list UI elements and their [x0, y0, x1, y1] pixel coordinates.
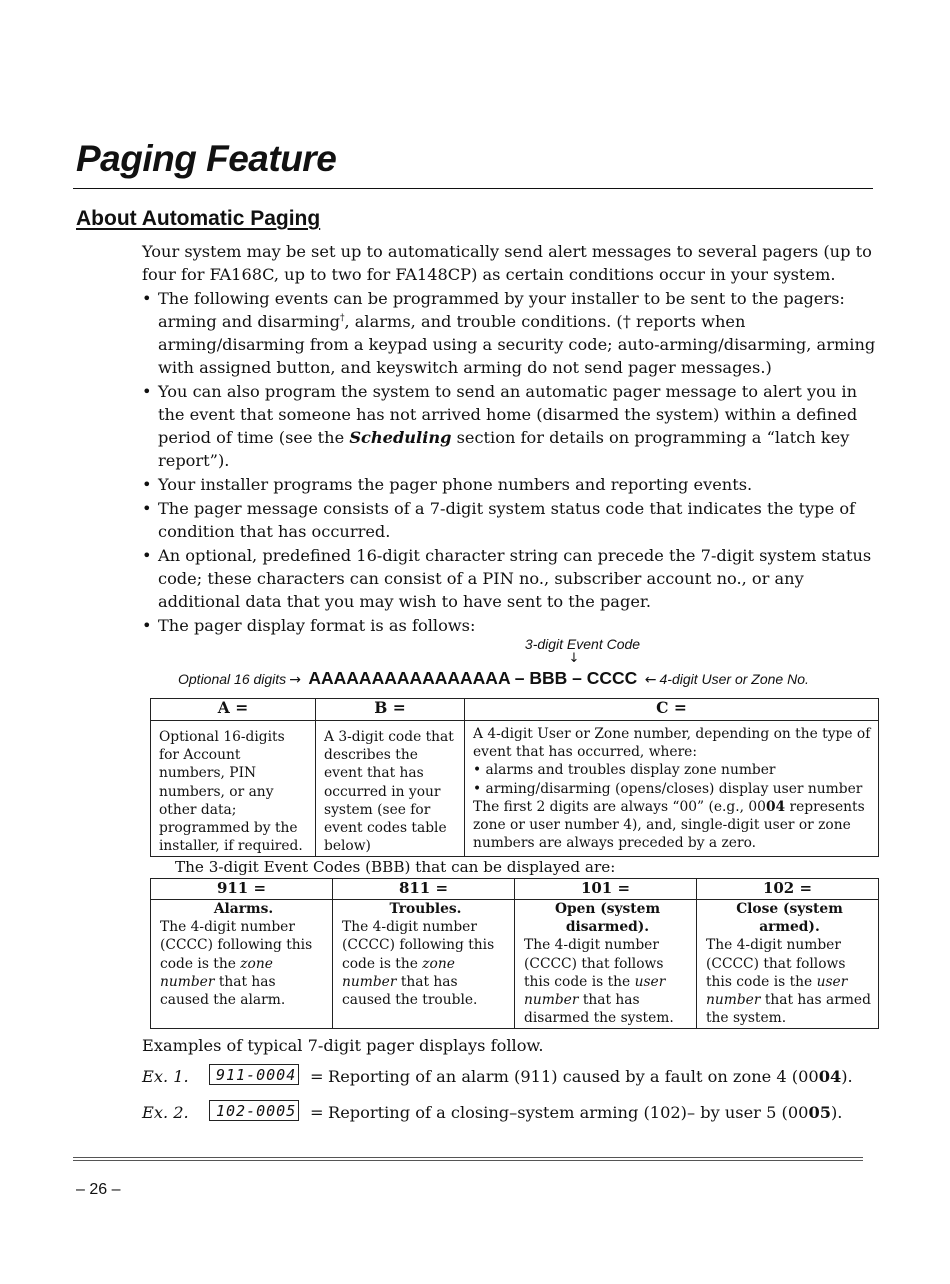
- dagger-mark: †: [339, 313, 345, 324]
- table-header: 102 =: [697, 879, 879, 900]
- body-text: [142, 240, 887, 638]
- cell-text: A 4-digit User or Zone number, depending on the type of event that has occurred, where:: [473, 726, 871, 761]
- footer-divider: [73, 1157, 863, 1161]
- example-text: ).: [841, 1067, 853, 1086]
- page-number: – 26 –: [76, 1181, 121, 1198]
- event-codes-table: [150, 878, 879, 1029]
- list-item: [142, 380, 887, 472]
- bullet-text: , alarms, and trouble conditions. († reports when arming/disarming from a keypad using a security code; auto-arming/disarming, arming with assigned button, and keyswitch arming do not send pager messages.): [158, 312, 876, 377]
- event-title: Open (system disarmed).: [554, 901, 661, 936]
- table-header: 811 =: [333, 879, 515, 900]
- section-heading: About Automatic Paging: [76, 207, 321, 230]
- event-cell-811: [333, 900, 515, 1029]
- cell-text: The first 2 digits are always “00” (e.g., 00: [473, 798, 766, 815]
- format-line: [178, 668, 809, 689]
- format-code: AAAAAAAAAAAAAAAA – BBB – CCCC: [308, 668, 638, 688]
- table-header: C =: [465, 699, 879, 721]
- cell-text: that has disarmed the system.: [524, 992, 674, 1027]
- list-item: • The pager display format is as follows:: [142, 614, 887, 637]
- cell-text: The 4-digit number (CCCC) following this code is the: [342, 919, 495, 972]
- left-arrow-icon: ←: [644, 672, 657, 688]
- event-cell-101: [515, 900, 697, 1029]
- examples-intro: Examples of typical 7-digit pager displays follow.: [142, 1036, 544, 1055]
- cell-bold: 04: [765, 798, 786, 815]
- table-header: B =: [316, 699, 465, 721]
- right-arrow-icon: →: [289, 672, 301, 688]
- cell-text: The 4-digit number (CCCC) that follows this code is the: [524, 937, 664, 990]
- event-title: Alarms.: [213, 901, 274, 917]
- down-arrow-icon: ↓: [568, 651, 580, 666]
- cell-text: that has armed the system.: [706, 992, 871, 1027]
- bullet-text: section for details on programming a “latch key report”).: [158, 428, 850, 470]
- page-title: Paging Feature: [76, 138, 337, 179]
- cell-text: represents zone or user number 4), and, single-digit user or zone numbers are always preceded by a zero.: [473, 798, 865, 852]
- cell-emphasis: zone number: [342, 955, 455, 990]
- example-text: Reporting of a closing–system arming (102)– by user 5 (00: [328, 1103, 809, 1122]
- optional-digits-label: Optional 16 digits: [178, 671, 287, 687]
- table-header: 911 =: [151, 879, 333, 900]
- table-header: A =: [151, 699, 316, 721]
- cell-text: that has caused the trouble.: [342, 973, 478, 1009]
- cell-text: [473, 798, 871, 853]
- scheduling-emphasis: Scheduling: [349, 428, 452, 447]
- equals-sign: =: [310, 1067, 324, 1086]
- event-cell-911: [151, 900, 333, 1029]
- list-item: • An optional, predefined 16-digit character string can precede the 7-digit system status code; these characters can consist of a PIN no., subscriber account no., or any additional data that you may wish to have sent to the pager.: [142, 544, 887, 613]
- event-code-caption: 3-digit Event Code: [524, 636, 641, 652]
- cell-emphasis: user number: [706, 973, 848, 1009]
- example-label: Ex. 1.: [142, 1067, 189, 1086]
- table-cell-b: A 3-digit code that describes the event that has occurred in your system (see for event codes table below): [316, 721, 465, 857]
- example-description: [328, 1067, 853, 1086]
- example-bold: 05: [808, 1103, 831, 1122]
- cell-emphasis: user number: [524, 973, 666, 1009]
- table-header: 101 =: [515, 879, 697, 900]
- event-codes-caption: The 3-digit Event Codes (BBB) that can be displayed are:: [175, 858, 616, 876]
- cell-text: The 4-digit number (CCCC) following this code is the: [160, 919, 313, 972]
- example-text: ).: [830, 1103, 843, 1122]
- cell-text: • alarms and troubles display zone number: [473, 762, 776, 779]
- bullet-text: The following events can be programmed by your installer to be sent to the pagers: arming and disarming: [158, 289, 845, 331]
- example-label: Ex. 2.: [142, 1103, 189, 1122]
- table-cell-a: Optional 16-digits for Account numbers, PIN numbers, or any other data; programmed by the installer, if required.: [151, 721, 316, 857]
- examples-section: [142, 1036, 902, 1122]
- title-divider: [73, 188, 873, 189]
- user-zone-label: 4-digit User or Zone No.: [659, 671, 809, 687]
- list-item: • The pager message consists of a 7-digit system status code that indicates the type of condition that has occurred.: [142, 497, 887, 543]
- table-cell-c: [465, 721, 879, 857]
- event-title: Troubles.: [389, 901, 462, 917]
- example-description: [328, 1103, 842, 1122]
- event-cell-102: [697, 900, 879, 1029]
- intro-paragraph: Your system may be set up to automatically send alert messages to several pagers (up to four for FA168C, up to two for FA148CP) as certain conditions occur in your system.: [142, 242, 872, 284]
- bullet-text: You can also program the system to send an automatic pager message to alert you in the event that someone has not arrived home (disarmed the system) within a defined period of time (see the: [158, 382, 858, 447]
- pager-format-diagram: [150, 634, 880, 694]
- cell-text: that has caused the alarm.: [160, 973, 286, 1009]
- pager-display: 911-0004: [209, 1064, 299, 1085]
- list-item: • Your installer programs the pager phone numbers and reporting events.: [142, 473, 887, 496]
- event-title: Close (system armed).: [736, 901, 843, 936]
- cell-text: • arming/disarming (opens/closes) display user number: [473, 780, 863, 797]
- equals-sign: =: [310, 1103, 324, 1122]
- bullet-list: [142, 287, 887, 637]
- example-text: Reporting of an alarm (911) caused by a fault on zone 4 (00: [328, 1067, 819, 1086]
- list-item: [142, 287, 887, 379]
- cell-emphasis: zone number: [160, 955, 273, 990]
- cell-text: The 4-digit number (CCCC) that follows this code is the: [706, 937, 846, 990]
- format-table: [150, 698, 879, 857]
- example-bold: 04: [818, 1067, 842, 1086]
- pager-display: 102-0005: [209, 1100, 299, 1121]
